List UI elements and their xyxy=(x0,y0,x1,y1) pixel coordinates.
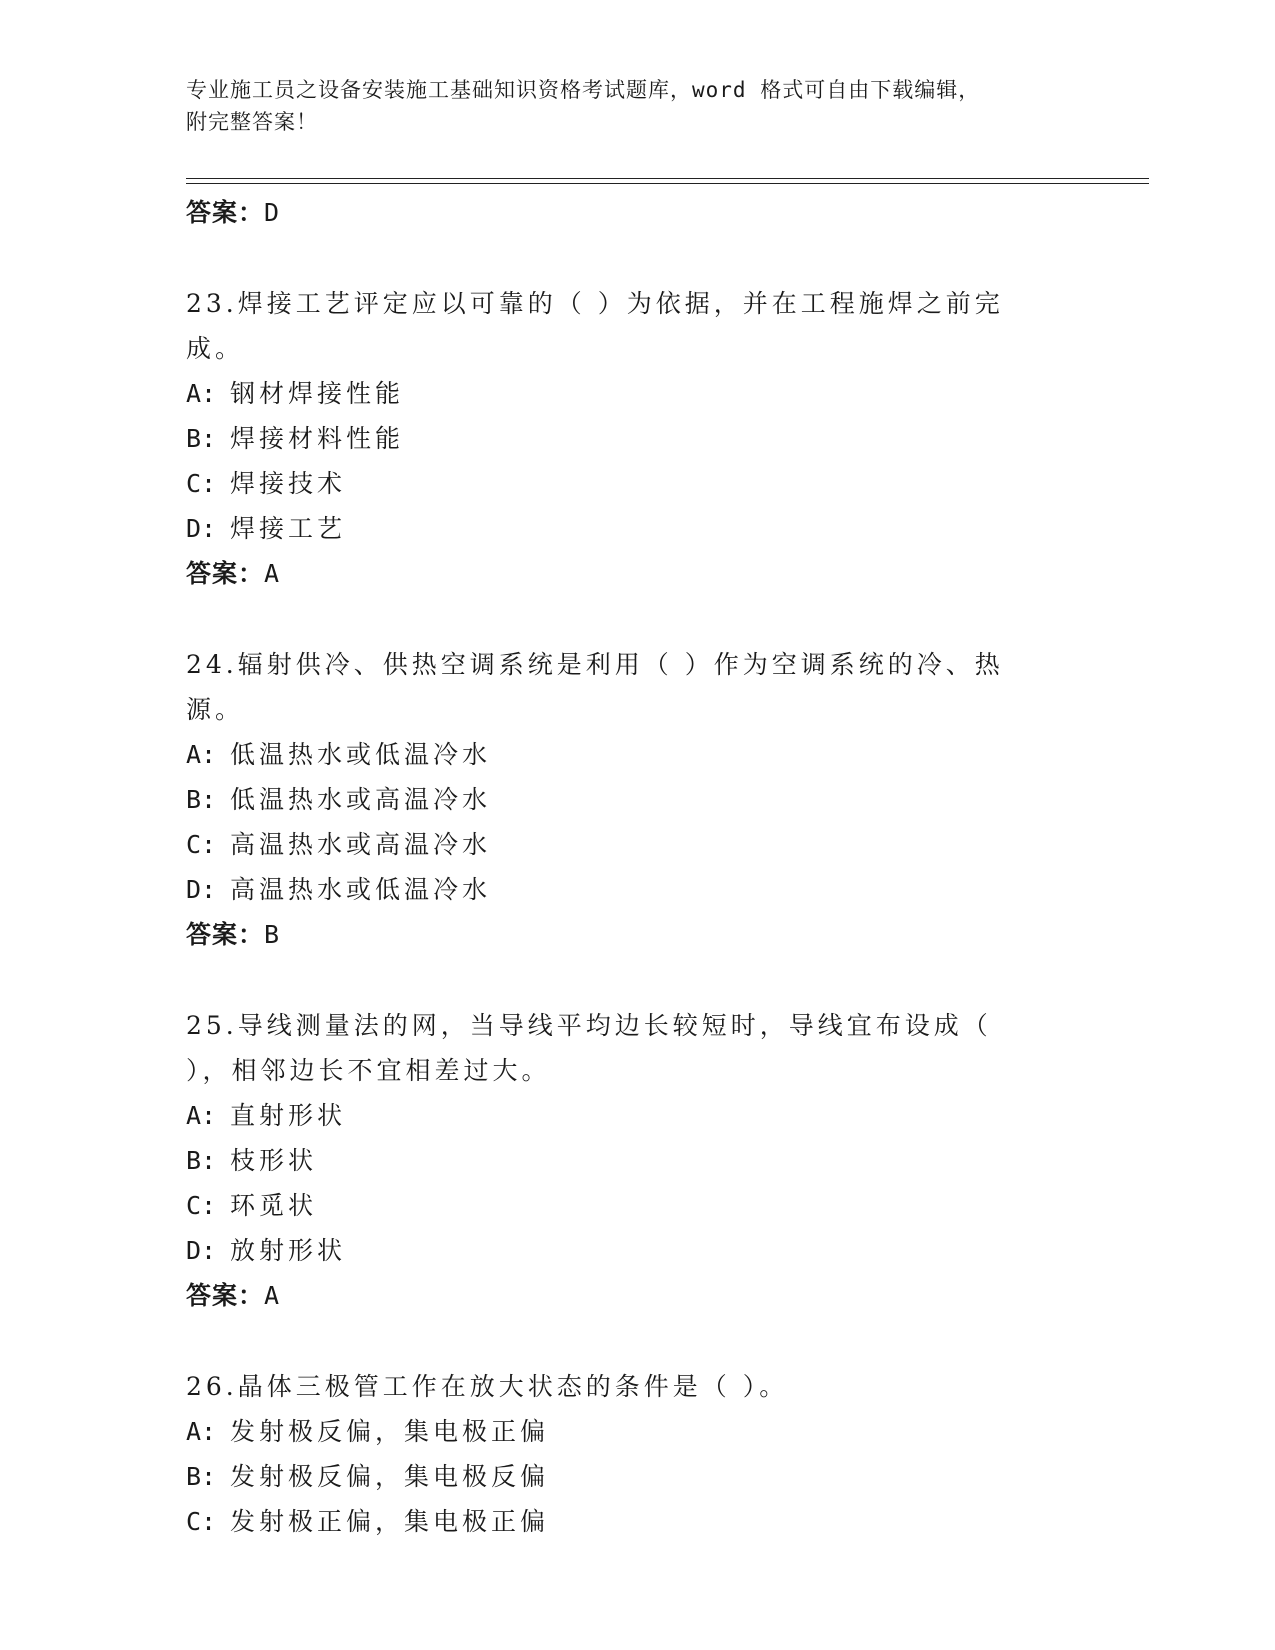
option-key: A: xyxy=(186,1101,217,1130)
option-text: 低温热水或低温冷水 xyxy=(230,740,492,769)
option-b xyxy=(186,1138,1146,1183)
option-text: 发射极正偏，集电极正偏 xyxy=(230,1507,550,1536)
option-a xyxy=(186,1093,1146,1138)
header-line-1: 专业施工员之设备安装施工基础知识资格考试题库，word 格式可自由下载编辑， xyxy=(186,78,981,102)
answer-label: 答案： xyxy=(186,1281,265,1310)
option-c xyxy=(186,822,1146,867)
option-d xyxy=(186,867,1146,912)
answer-line xyxy=(186,912,1146,957)
option-text: 高温热水或低温冷水 xyxy=(230,875,492,904)
option-key: A: xyxy=(186,379,217,408)
question-text: 25.导线测量法的网，当导线平均边长较短时，导线宜布设成（ ），相邻边长不宜相差过大。 xyxy=(186,1011,992,1085)
option-c xyxy=(186,1499,1146,1544)
document-header xyxy=(186,74,1086,138)
option-b xyxy=(186,416,1146,461)
option-key: D: xyxy=(186,1236,217,1265)
option-b xyxy=(186,1454,1146,1499)
header-rule-bottom xyxy=(186,183,1149,184)
option-text: 焊接技术 xyxy=(230,469,347,498)
option-c xyxy=(186,461,1146,506)
option-text: 低温热水或高温冷水 xyxy=(230,785,492,814)
answer-line xyxy=(186,1273,1146,1318)
option-text: 枝形状 xyxy=(230,1146,318,1175)
question-item xyxy=(186,1003,1146,1318)
option-c xyxy=(186,1183,1146,1228)
answer-label: 答案： xyxy=(186,559,265,588)
option-text: 焊接工艺 xyxy=(230,514,347,543)
option-key: C: xyxy=(186,1507,217,1536)
option-a xyxy=(186,732,1146,777)
option-text: 直射形状 xyxy=(230,1101,347,1130)
option-d xyxy=(186,506,1146,551)
option-key: C: xyxy=(186,469,217,498)
question-item xyxy=(186,1364,1146,1544)
question-list xyxy=(186,190,1146,1544)
option-key: C: xyxy=(186,830,217,859)
header-rule-top xyxy=(186,178,1149,179)
option-d xyxy=(186,1228,1146,1273)
header-line-2: 附完整答案！ xyxy=(186,110,318,134)
answer-label: 答案： xyxy=(186,920,265,949)
option-key: B: xyxy=(186,1146,217,1175)
answer-line xyxy=(186,190,1146,235)
option-a xyxy=(186,371,1146,416)
option-text: 高温热水或高温冷水 xyxy=(230,830,492,859)
answer-line xyxy=(186,551,1146,596)
option-text: 钢材焊接性能 xyxy=(230,379,405,408)
question-item xyxy=(186,281,1146,596)
option-key: B: xyxy=(186,424,217,453)
option-a xyxy=(186,1409,1146,1454)
answer-value: B xyxy=(264,920,281,949)
option-text: 发射极反偏，集电极正偏 xyxy=(230,1417,550,1446)
question-text: 26.晶体三极管工作在放大状态的条件是（ ）。 xyxy=(186,1372,789,1401)
option-key: D: xyxy=(186,514,217,543)
answer-value: A xyxy=(264,1281,281,1310)
option-key: B: xyxy=(186,1462,217,1491)
option-text: 放射形状 xyxy=(230,1236,347,1265)
option-text: 发射极反偏，集电极反偏 xyxy=(230,1462,550,1491)
option-key: D: xyxy=(186,875,217,904)
question-item xyxy=(186,642,1146,957)
option-key: B: xyxy=(186,785,217,814)
option-text: 环觅状 xyxy=(230,1191,318,1220)
question-text: 24.辐射供冷、供热空调系统是利用（ ）作为空调系统的冷、热源。 xyxy=(186,650,1004,724)
answer-value: A xyxy=(264,559,281,588)
option-key: A: xyxy=(186,1417,217,1446)
answer-label: 答案： xyxy=(186,198,265,227)
question-text: 23.焊接工艺评定应以可靠的（ ）为依据，并在工程施焊之前完成。 xyxy=(186,289,1004,363)
option-b xyxy=(186,777,1146,822)
option-key: C: xyxy=(186,1191,217,1220)
answer-value: D xyxy=(264,198,281,227)
option-key: A: xyxy=(186,740,217,769)
option-text: 焊接材料性能 xyxy=(230,424,405,453)
